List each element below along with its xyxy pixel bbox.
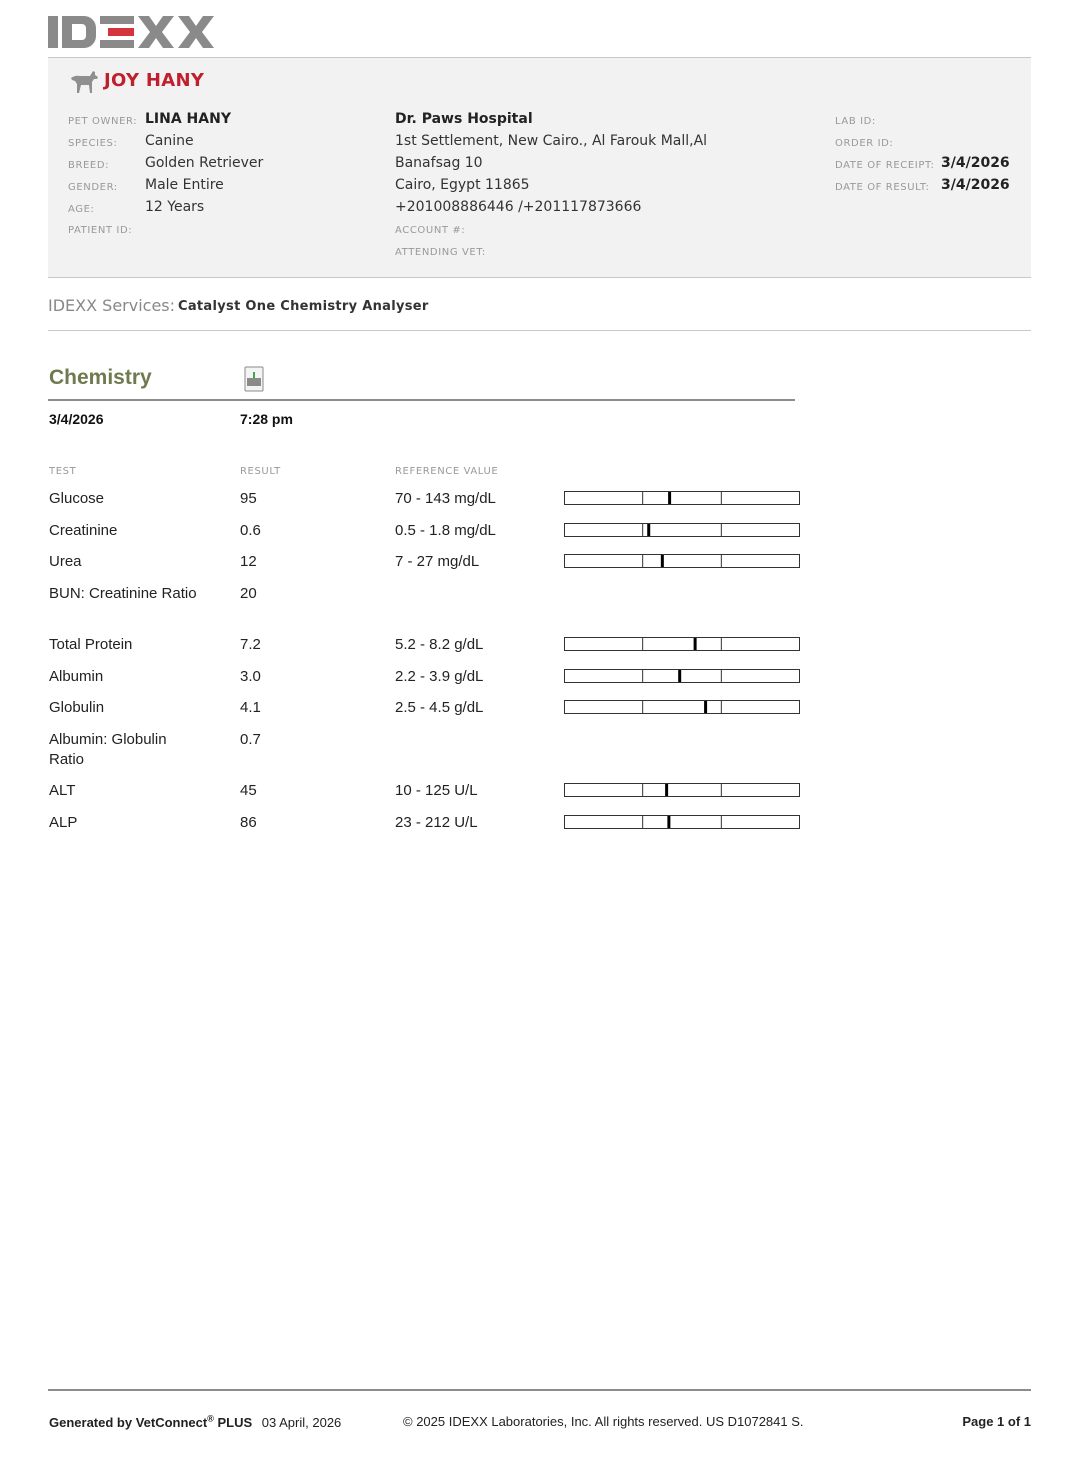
test-name: Urea bbox=[49, 553, 82, 570]
run-date: 3/4/2026 bbox=[49, 411, 104, 427]
gauge-marker bbox=[661, 555, 664, 567]
date-of-result-value: 3/4/2026 bbox=[941, 177, 1010, 193]
gauge-frame bbox=[565, 701, 800, 714]
age-value: 12 Years bbox=[145, 199, 205, 215]
test-result: 4.1 bbox=[240, 699, 261, 716]
test-result: 20 bbox=[240, 585, 257, 602]
pet-name: JOY HANY bbox=[104, 70, 205, 91]
section-title: Chemistry bbox=[49, 366, 152, 389]
copyright: © 2025 IDEXX Laboratories, Inc. All rights reserved. US D1072841 S. bbox=[403, 1414, 804, 1429]
reference-range: 2.5 - 4.5 g/dL bbox=[395, 699, 484, 716]
species-label: SPECIES: bbox=[68, 138, 118, 149]
test-result: 3.0 bbox=[240, 668, 261, 685]
gauge-frame bbox=[565, 555, 800, 568]
test-result: 0.6 bbox=[240, 522, 261, 539]
gauge-frame bbox=[565, 492, 800, 505]
test-name: Globulin bbox=[49, 699, 105, 716]
patient-id-label: PATIENT ID: bbox=[68, 225, 133, 236]
date-of-receipt-value: 3/4/2026 bbox=[941, 155, 1010, 171]
idexx-logo bbox=[48, 14, 228, 50]
services-label: IDEXX Services: bbox=[48, 296, 176, 315]
reference-range: 5.2 - 8.2 g/dL bbox=[395, 636, 484, 653]
generated-date: 03 April, 2026 bbox=[261, 1415, 342, 1431]
test-name: BUN: Creatinine Ratio bbox=[49, 585, 197, 602]
clinic-phone: +201008886446 /+201117873666 bbox=[395, 199, 642, 215]
test-result: 95 bbox=[240, 490, 257, 507]
age-label: AGE: bbox=[68, 204, 95, 215]
services-name: Catalyst One Chemistry Analyser bbox=[178, 299, 429, 314]
reference-gauge bbox=[564, 815, 800, 829]
gauge-marker bbox=[668, 492, 671, 504]
gauge-marker bbox=[678, 670, 681, 682]
date-of-result-label: DATE OF RESULT: bbox=[835, 182, 930, 193]
gauge-marker bbox=[665, 784, 668, 796]
breed-label: BREED: bbox=[68, 160, 110, 171]
gauge-frame bbox=[565, 670, 800, 683]
generated-by bbox=[49, 1414, 341, 1430]
gauge-marker bbox=[647, 524, 650, 536]
test-result: 12 bbox=[240, 553, 257, 570]
patient-info-panel bbox=[48, 57, 1031, 278]
section-divider bbox=[48, 399, 795, 401]
test-result: 45 bbox=[240, 782, 257, 799]
gender-label: GENDER: bbox=[68, 182, 118, 193]
col-header-reference: REFERENCE VALUE bbox=[395, 466, 499, 477]
date-of-receipt-label: DATE OF RECEIPT: bbox=[835, 160, 935, 171]
pet-owner-label: PET OWNER: bbox=[68, 116, 138, 127]
col-header-test: TEST bbox=[49, 466, 77, 477]
test-name: Total Protein bbox=[49, 636, 133, 653]
dog-icon bbox=[68, 68, 98, 94]
registered-mark: ® bbox=[207, 1414, 214, 1424]
clinic-address-line2: Banafsag 10 bbox=[395, 155, 483, 171]
reference-gauge bbox=[564, 669, 800, 683]
clinic-name: Dr. Paws Hospital bbox=[395, 111, 533, 127]
reference-range: 23 - 212 U/L bbox=[395, 814, 478, 831]
clinic-address-line1: 1st Settlement, New Cairo., Al Farouk Mall,Al bbox=[395, 133, 708, 149]
reference-gauge bbox=[564, 637, 800, 651]
order-id-label: ORDER ID: bbox=[835, 138, 894, 149]
gauge-frame bbox=[565, 524, 800, 537]
page-number: Page 1 of 1 bbox=[962, 1414, 1031, 1429]
gauge-frame bbox=[565, 816, 800, 829]
col-header-result: RESULT bbox=[240, 466, 281, 477]
gauge-frame bbox=[565, 784, 800, 797]
reference-range: 0.5 - 1.8 mg/dL bbox=[395, 522, 496, 539]
reference-gauge bbox=[564, 700, 800, 714]
clinic-address-line3: Cairo, Egypt 11865 bbox=[395, 177, 530, 193]
gauge-frame bbox=[565, 638, 800, 651]
divider bbox=[48, 330, 1031, 331]
test-name: ALP bbox=[49, 814, 78, 831]
gender-value: Male Entire bbox=[145, 177, 224, 193]
reference-range: 70 - 143 mg/dL bbox=[395, 490, 496, 507]
test-name: Glucose bbox=[49, 490, 105, 507]
test-name: Creatinine bbox=[49, 522, 118, 539]
reference-range: 7 - 27 mg/dL bbox=[395, 553, 480, 570]
pet-owner-value: LINA HANY bbox=[145, 111, 231, 127]
analyzer-icon bbox=[244, 366, 264, 392]
lab-id-label: LAB ID: bbox=[835, 116, 876, 127]
run-time: 7:28 pm bbox=[240, 411, 293, 427]
test-name: Albumin bbox=[49, 668, 104, 685]
test-result: 86 bbox=[240, 814, 257, 831]
gauge-marker bbox=[667, 816, 670, 828]
test-name: ALT bbox=[49, 782, 76, 799]
test-result: 7.2 bbox=[240, 636, 261, 653]
species-value: Canine bbox=[145, 133, 194, 149]
gauge-marker bbox=[694, 638, 697, 650]
reference-gauge bbox=[564, 554, 800, 568]
reference-gauge bbox=[564, 783, 800, 797]
reference-range: 2.2 - 3.9 g/dL bbox=[395, 668, 484, 685]
breed-value: Golden Retriever bbox=[145, 155, 264, 171]
generated-prefix: Generated by VetConnect bbox=[49, 1415, 208, 1431]
test-name: Albumin: Globulin Ratio bbox=[49, 731, 167, 768]
account-label: ACCOUNT #: bbox=[395, 225, 466, 236]
test-result: 0.7 bbox=[240, 731, 261, 748]
footer-divider bbox=[48, 1389, 1031, 1391]
reference-range: 10 - 125 U/L bbox=[395, 782, 478, 799]
reference-gauge bbox=[564, 523, 800, 537]
generated-suffix: PLUS bbox=[213, 1415, 253, 1431]
attending-vet-label: ATTENDING VET: bbox=[395, 247, 486, 258]
reference-gauge bbox=[564, 491, 800, 505]
gauge-marker bbox=[704, 701, 707, 713]
